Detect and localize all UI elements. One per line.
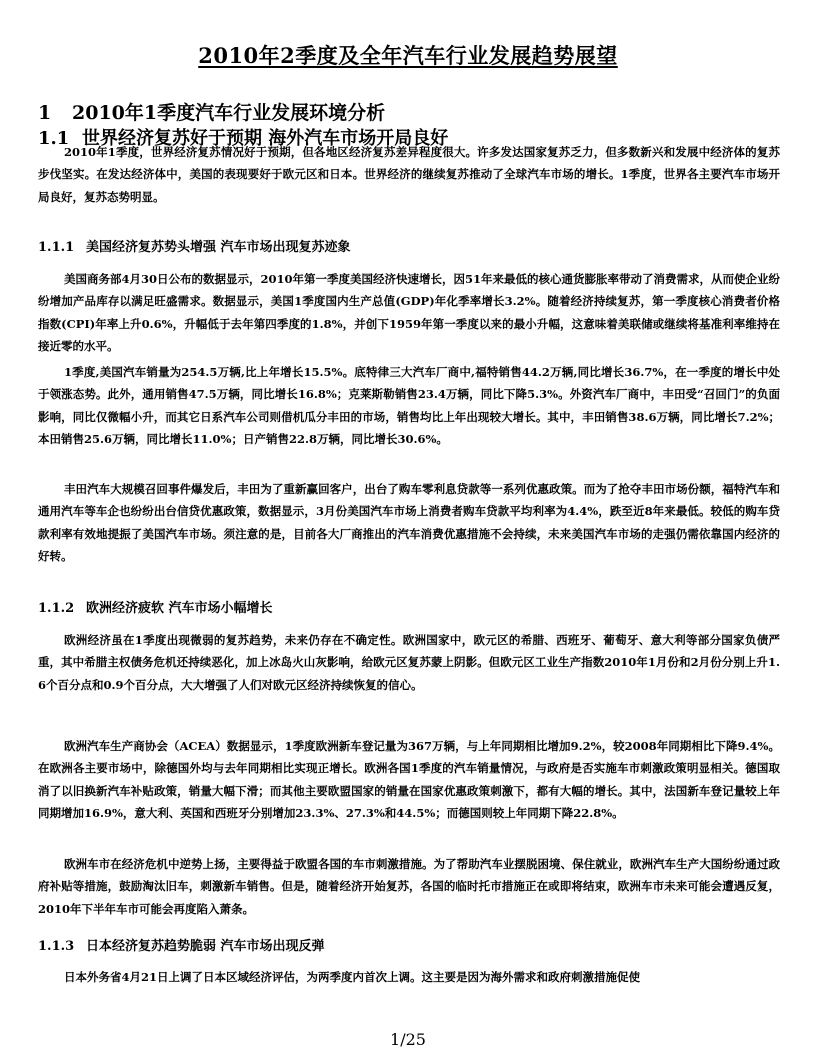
paragraph-europe-acea: 欧洲汽车生产商协会（ACEA）数据显示，1季度欧洲新车登记量为367万辆，与上年同期相比增加9.2%，较2008年同期相比下降9.4%。在欧洲各主要市场中，除德国外均与去年同期相比实现正增长。欧洲各国1季度的汽车销量情况，与政府是否实施车市刺激政策明显相关。德国取消了以旧换新汽车补贴政策，销量大幅下滑；而其他主要欧盟国家的销量在国家优惠政策刺激下，都有大幅的增长。其中，法国新车登记量较上年同期增加16.9%，意大利、英国和西班牙分别增加23.3%、27.3%和44.5%；而德国则较上年同期下降22.8%。 bbox=[38, 739, 780, 821]
paragraph-europe-economy: 欧洲经济虽在1季度出现微弱的复苏趋势，未来仍存在不确定性。欧洲国家中，欧元区的希腊、西班牙、葡萄牙、意大利等部分国家负债严重，其中希腊主权债务危机还持续恶化，加上冰岛火山灰影响，给欧元区复苏蒙上阴影。但欧元区工业生产指数2010年1月份和2月份分别上升1.6个百分点和0.9个百分点，大大增强了人们对欧元区经济持续恢复的信心。 bbox=[38, 633, 780, 692]
subsection-number: 1.1 bbox=[38, 128, 70, 149]
heading-number: 1.1.3 bbox=[38, 939, 75, 954]
document-title: 2010年2季度及全年汽车行业发展趋势展望 bbox=[198, 43, 618, 68]
section-number: 1 bbox=[38, 102, 52, 124]
heading-number: 1.1.1 bbox=[38, 240, 75, 255]
heading-number: 1.1.2 bbox=[38, 601, 75, 616]
heading-title: 欧洲经济疲软 汽车市场小幅增长 bbox=[86, 601, 273, 616]
heading-1-1-2 bbox=[38, 597, 273, 616]
paragraph-us-economy: 美国商务部4月30日公布的数据显示，2010年第一季度美国经济快速增长，因51年来最低的核心通货膨胀率带动了消费需求，从而使企业纷纷增加产品库存以满足旺盛需求。数据显示，美国1季度国内生产总值(GDP)年化季率增长3.2%。随着经济持续复苏，第一季度核心消费者价格指数(CPI)年率上升0.6%，升幅低于去年第四季度的1.8%，并创下1959年第一季度以来的最小升幅，这意味着美联储或继续将基准利率维持在接近零的水平。 bbox=[38, 272, 781, 354]
subsection-title: 世界经济复苏好于预期 海外汽车市场开局良好 bbox=[82, 128, 449, 149]
heading-title: 美国经济复苏势头增强 汽车市场出现复苏迹象 bbox=[86, 240, 351, 255]
paragraph-us-sales: 1季度,美国汽车销量为254.5万辆,比上年增长15.5%。底特律三大汽车厂商中,福特销售44.2万辆,同比增长36.7%，在一季度的增长中处于领涨态势。此外，通用销售47.5万辆，同比增长16.8%；克莱斯勒销售23.4万辆，同比下降5.3%。外资汽车厂商中，丰田受“召回门”的负面影响，同比仅微幅小升，而其它日系汽车公司则借机瓜分丰田的市场，销售均比上年出现较大增长。其中，丰田销售38.6万辆，同比增长7.2%；本田销售25.6万辆，同比增长11.0%；日产销售22.8万辆，同比增长30.6%。 bbox=[38, 365, 780, 447]
paragraph-us-incentives: 丰田汽车大规模召回事件爆发后，丰田为了重新赢回客户，出台了购车零利息贷款等一系列优惠政策。而为了抢夺丰田市场份额，福特汽车和通用汽车等车企也纷纷出台信贷优惠政策，数据显示，3月份美国汽车市场上消费者购车贷款平均利率为4.4%，跌至近8年来最低。较低的购车贷款利率有效地提振了美国汽车市场。须注意的是，目前各大厂商推出的汽车消费优惠措施不会持续，未来美国汽车市场的走强仍需依靠国内经济的好转。 bbox=[38, 482, 780, 564]
heading-1-1-1 bbox=[38, 236, 351, 255]
section-heading bbox=[38, 98, 385, 125]
heading-title: 日本经济复苏趋势脆弱 汽车市场出现反弹 bbox=[86, 939, 325, 954]
paragraph-japan-economy: 日本外务省4月21日上调了日本区域经济评估，为两季度内首次上调。这主要是因为海外需求和政府刺激措施促使 bbox=[64, 970, 640, 984]
intro-paragraph: 2010年1季度，世界经济复苏情况好于预期，但各地区经济复苏差异程度很大。许多发达国家复苏乏力，但多数新兴和发展中经济体的复苏步伐坚实。在发达经济体中，美国的表现要好于欧元区和日本。世界经济的继续复苏推动了全球汽车市场的增长。1季度，世界各主要汽车市场开局良好，复苏态势明显。 bbox=[38, 145, 780, 204]
heading-1-1-3 bbox=[38, 935, 325, 954]
paragraph-europe-stimulus: 欧洲车市在经济危机中逆势上扬，主要得益于欧盟各国的车市刺激措施。为了帮助汽车业摆脱困境、保住就业，欧洲汽车生产大国纷纷通过政府补贴等措施，鼓励淘汰旧车，刺激新车销售。但是，随着经济开始复苏，各国的临时托市措施正在或即将结束，欧洲车市未来可能会遭遇反复，2010年下半年车市可能会再度陷入萧条。 bbox=[38, 857, 780, 916]
page-number: 1/25 bbox=[390, 1030, 426, 1049]
section-title: 2010年1季度汽车行业发展环境分析 bbox=[72, 102, 386, 124]
